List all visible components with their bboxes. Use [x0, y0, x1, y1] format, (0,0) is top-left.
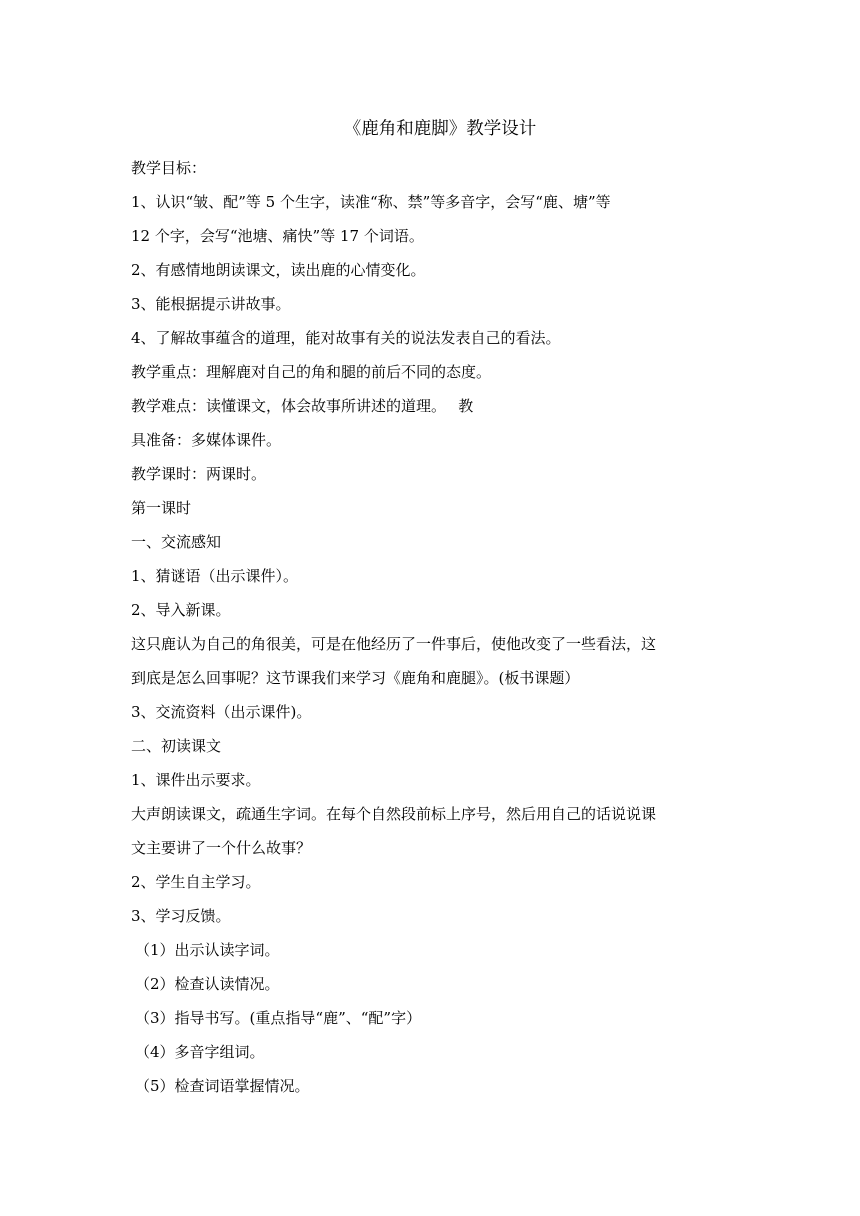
part-2-step-3: 3、学习反馈。	[131, 907, 231, 925]
objective-1-line-1: 1、认识“皱、配”等 5 个生字，读准“称、禁”等多音字，会写“鹿、塘”等	[131, 193, 611, 211]
part-2-heading: 二、初读课文	[131, 737, 222, 755]
part-1-step-1: 1、猜谜语（出示课件）。	[131, 567, 299, 585]
objective-4: 4、了解故事蕴含的道理，能对故事有关的说法发表自己的看法。	[131, 329, 561, 347]
key-point: 教学重点：理解鹿对自己的角和腿的前后不同的态度。	[131, 363, 492, 381]
first-lesson-heading: 第一课时	[131, 499, 192, 517]
feedback-item-1: （1）出示认读字词。	[135, 941, 280, 959]
feedback-item-4: （4）多音字组词。	[135, 1043, 265, 1061]
part-1-step-3: 3、交流资料（出示课件)。	[131, 703, 312, 721]
part-1-heading: 一、交流感知	[131, 533, 222, 551]
part-2-step-1: 1、课件出示要求。	[131, 771, 261, 789]
objective-1-line-2: 12 个字，会写“池塘、痛快”等 17 个词语。	[131, 227, 424, 245]
intro-paragraph-line-2: 到底是怎么回事呢？这节课我们来学习《鹿角和鹿腿》。(板书课题）	[131, 669, 580, 687]
difficult-point: 教学难点：读懂课文，体会故事所讲述的道理。 教	[131, 397, 474, 415]
part-2-step-2: 2、学生自主学习。	[131, 873, 261, 891]
intro-paragraph-line-1: 这只鹿认为自己的角很美，可是在他经历了一件事后，使他改变了一些看法，这	[131, 635, 657, 653]
feedback-item-2: （2）检查认读情况。	[135, 975, 280, 993]
feedback-item-5: （5）检查词语掌握情况。	[135, 1077, 310, 1095]
document-page	[131, 113, 741, 1103]
objective-2: 2、有感情地朗读课文，读出鹿的心情变化。	[131, 261, 426, 279]
lesson-hours: 教学课时：两课时。	[131, 465, 267, 483]
part-1-step-2: 2、导入新课。	[131, 601, 231, 619]
preparation: 具准备：多媒体课件。	[131, 431, 282, 449]
reading-requirement-line-2: 文主要讲了一个什么故事？	[131, 839, 312, 857]
objective-3: 3、能根据提示讲故事。	[131, 295, 291, 313]
section-heading-objectives: 教学目标：	[131, 159, 207, 177]
reading-requirement-line-1: 大声朗读课文，疏通生字词。在每个自然段前标上序号，然后用自己的话说说课	[131, 805, 657, 823]
feedback-item-3: （3）指导书写。(重点指导“鹿”、“配”字）	[135, 1009, 422, 1027]
document-title: 《鹿角和鹿脚》教学设计	[343, 119, 537, 139]
